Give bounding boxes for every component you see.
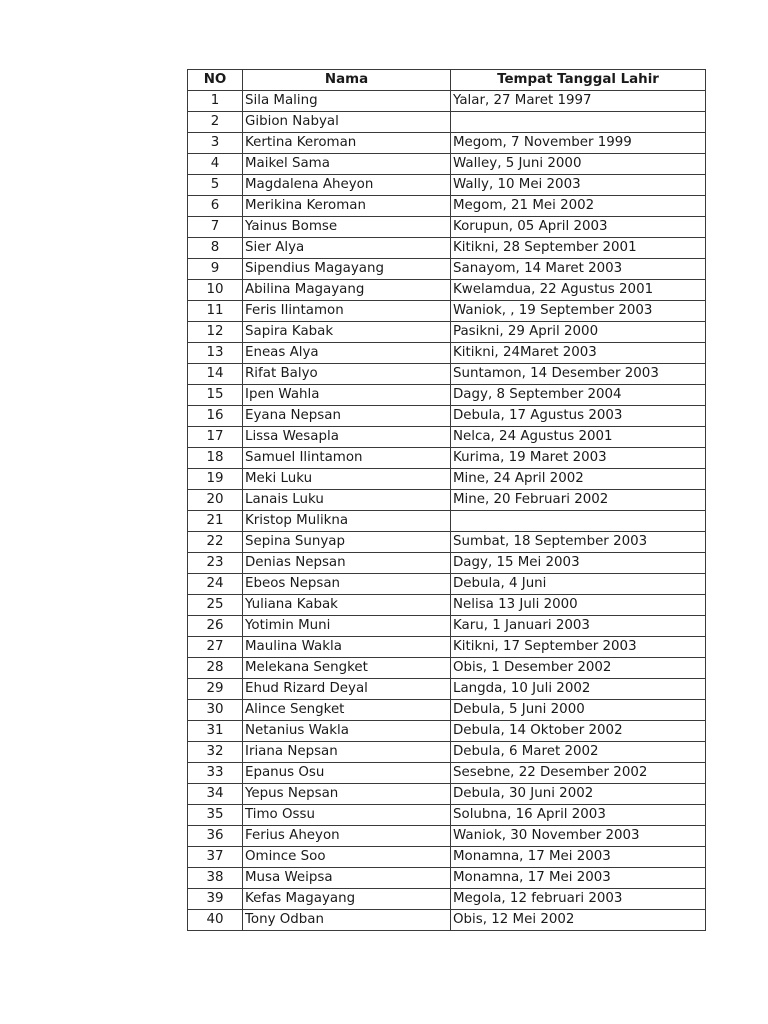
cell-ttl: Nelca, 24 Agustus 2001	[451, 427, 706, 448]
table-row	[188, 322, 706, 343]
cell-ttl: Megom, 21 Mei 2002	[451, 196, 706, 217]
cell-no: 18	[188, 448, 243, 469]
cell-nama: Ebeos Nepsan	[243, 574, 451, 595]
cell-nama: Sila Maling	[243, 91, 451, 112]
table-row	[188, 427, 706, 448]
cell-nama: Netanius Wakla	[243, 721, 451, 742]
student-table	[187, 69, 706, 931]
cell-nama: Kristop Mulikna	[243, 511, 451, 532]
cell-ttl: Walley, 5 Juni 2000	[451, 154, 706, 175]
cell-ttl: Waniok, 30 November 2003	[451, 826, 706, 847]
cell-no: 3	[188, 133, 243, 154]
cell-nama: Yepus Nepsan	[243, 784, 451, 805]
cell-nama: Sepina Sunyap	[243, 532, 451, 553]
cell-ttl: Yalar, 27 Maret 1997	[451, 91, 706, 112]
cell-ttl: Mine, 20 Februari 2002	[451, 490, 706, 511]
cell-ttl: Megom, 7 November 1999	[451, 133, 706, 154]
cell-nama: Ferius Aheyon	[243, 826, 451, 847]
cell-no: 7	[188, 217, 243, 238]
cell-no: 32	[188, 742, 243, 763]
cell-no: 15	[188, 385, 243, 406]
cell-ttl: Kitikni, 28 September 2001	[451, 238, 706, 259]
table-row	[188, 364, 706, 385]
cell-no: 30	[188, 700, 243, 721]
table-row	[188, 301, 706, 322]
cell-ttl: Sesebne, 22 Desember 2002	[451, 763, 706, 784]
cell-no: 23	[188, 553, 243, 574]
cell-nama: Denias Nepsan	[243, 553, 451, 574]
cell-no: 13	[188, 343, 243, 364]
cell-ttl	[451, 112, 706, 133]
cell-no: 8	[188, 238, 243, 259]
cell-nama: Eneas Alya	[243, 343, 451, 364]
cell-nama: Feris Ilintamon	[243, 301, 451, 322]
table-row	[188, 700, 706, 721]
table-row	[188, 217, 706, 238]
cell-no: 10	[188, 280, 243, 301]
cell-no: 26	[188, 616, 243, 637]
table-row	[188, 385, 706, 406]
cell-nama: Sipendius Magayang	[243, 259, 451, 280]
cell-ttl: Langda, 10 Juli 2002	[451, 679, 706, 700]
table-row	[188, 196, 706, 217]
cell-no: 37	[188, 847, 243, 868]
cell-no: 27	[188, 637, 243, 658]
table-row	[188, 280, 706, 301]
cell-no: 16	[188, 406, 243, 427]
table-row	[188, 154, 706, 175]
cell-ttl: Obis, 1 Desember 2002	[451, 658, 706, 679]
cell-no: 39	[188, 889, 243, 910]
cell-ttl: Monamna, 17 Mei 2003	[451, 847, 706, 868]
cell-no: 21	[188, 511, 243, 532]
cell-ttl: Korupun, 05 April 2003	[451, 217, 706, 238]
cell-ttl: Debula, 4 Juni	[451, 574, 706, 595]
cell-no: 35	[188, 805, 243, 826]
cell-no: 22	[188, 532, 243, 553]
cell-no: 28	[188, 658, 243, 679]
table-row	[188, 889, 706, 910]
cell-nama: Meki Luku	[243, 469, 451, 490]
cell-nama: Sier Alya	[243, 238, 451, 259]
cell-no: 40	[188, 910, 243, 931]
table-row	[188, 238, 706, 259]
cell-ttl: Wally, 10 Mei 2003	[451, 175, 706, 196]
cell-ttl: Kitikni, 17 September 2003	[451, 637, 706, 658]
table-row	[188, 511, 706, 532]
cell-no: 31	[188, 721, 243, 742]
cell-ttl: Obis, 12 Mei 2002	[451, 910, 706, 931]
cell-no: 24	[188, 574, 243, 595]
cell-no: 14	[188, 364, 243, 385]
cell-nama: Tony Odban	[243, 910, 451, 931]
cell-ttl: Kitikni, 24Maret 2003	[451, 343, 706, 364]
cell-no: 4	[188, 154, 243, 175]
table-row	[188, 490, 706, 511]
table-row	[188, 553, 706, 574]
header-nama: Nama	[243, 70, 451, 91]
cell-no: 25	[188, 595, 243, 616]
cell-ttl: Debula, 6 Maret 2002	[451, 742, 706, 763]
cell-ttl: Debula, 14 Oktober 2002	[451, 721, 706, 742]
cell-nama: Eyana Nepsan	[243, 406, 451, 427]
table-row	[188, 406, 706, 427]
cell-ttl: Kurima, 19 Maret 2003	[451, 448, 706, 469]
table-row	[188, 532, 706, 553]
cell-ttl: Debula, 30 Juni 2002	[451, 784, 706, 805]
cell-nama: Melekana Sengket	[243, 658, 451, 679]
cell-no: 5	[188, 175, 243, 196]
cell-ttl: Kwelamdua, 22 Agustus 2001	[451, 280, 706, 301]
cell-ttl: Megola, 12 februari 2003	[451, 889, 706, 910]
cell-nama: Musa Weipsa	[243, 868, 451, 889]
table-row	[188, 259, 706, 280]
cell-nama: Omince Soo	[243, 847, 451, 868]
cell-ttl: Mine, 24 April 2002	[451, 469, 706, 490]
cell-nama: Ipen Wahla	[243, 385, 451, 406]
table-row	[188, 679, 706, 700]
cell-ttl	[451, 511, 706, 532]
table-row	[188, 112, 706, 133]
table-row	[188, 175, 706, 196]
table-row	[188, 805, 706, 826]
header-no: NO	[188, 70, 243, 91]
cell-nama: Iriana Nepsan	[243, 742, 451, 763]
cell-ttl: Waniok, , 19 September 2003	[451, 301, 706, 322]
table-row	[188, 448, 706, 469]
cell-ttl: Debula, 17 Agustus 2003	[451, 406, 706, 427]
cell-nama: Alince Sengket	[243, 700, 451, 721]
cell-nama: Yuliana Kabak	[243, 595, 451, 616]
cell-ttl: Debula, 5 Juni 2000	[451, 700, 706, 721]
table-body	[188, 91, 706, 931]
cell-no: 34	[188, 784, 243, 805]
table-row	[188, 616, 706, 637]
cell-nama: Yotimin Muni	[243, 616, 451, 637]
cell-no: 1	[188, 91, 243, 112]
cell-ttl: Karu, 1 Januari 2003	[451, 616, 706, 637]
table-row	[188, 826, 706, 847]
cell-nama: Maikel Sama	[243, 154, 451, 175]
cell-ttl: Monamna, 17 Mei 2003	[451, 868, 706, 889]
cell-nama: Sapira Kabak	[243, 322, 451, 343]
table-row	[188, 469, 706, 490]
cell-nama: Lissa Wesapla	[243, 427, 451, 448]
cell-no: 38	[188, 868, 243, 889]
cell-nama: Kertina Keroman	[243, 133, 451, 154]
cell-nama: Magdalena Aheyon	[243, 175, 451, 196]
cell-nama: Lanais Luku	[243, 490, 451, 511]
cell-nama: Abilina Magayang	[243, 280, 451, 301]
table-row	[188, 637, 706, 658]
table-row	[188, 847, 706, 868]
cell-nama: Samuel Ilintamon	[243, 448, 451, 469]
cell-no: 29	[188, 679, 243, 700]
table-row	[188, 133, 706, 154]
cell-no: 11	[188, 301, 243, 322]
cell-ttl: Sanayom, 14 Maret 2003	[451, 259, 706, 280]
cell-no: 36	[188, 826, 243, 847]
cell-nama: Maulina Wakla	[243, 637, 451, 658]
table-row	[188, 91, 706, 112]
cell-no: 2	[188, 112, 243, 133]
cell-no: 17	[188, 427, 243, 448]
table-row	[188, 784, 706, 805]
table-row	[188, 763, 706, 784]
cell-nama: Timo Ossu	[243, 805, 451, 826]
cell-nama: Epanus Osu	[243, 763, 451, 784]
table-row	[188, 343, 706, 364]
cell-ttl: Nelisa 13 Juli 2000	[451, 595, 706, 616]
cell-ttl: Sumbat, 18 September 2003	[451, 532, 706, 553]
cell-ttl: Dagy, 8 September 2004	[451, 385, 706, 406]
table-row	[188, 595, 706, 616]
cell-no: 12	[188, 322, 243, 343]
table-row	[188, 721, 706, 742]
cell-no: 33	[188, 763, 243, 784]
header-ttl: Tempat Tanggal Lahir	[451, 70, 706, 91]
table-row	[188, 658, 706, 679]
table-row	[188, 910, 706, 931]
table-row	[188, 574, 706, 595]
cell-ttl: Suntamon, 14 Desember 2003	[451, 364, 706, 385]
cell-no: 9	[188, 259, 243, 280]
cell-nama: Rifat Balyo	[243, 364, 451, 385]
cell-nama: Ehud Rizard Deyal	[243, 679, 451, 700]
cell-nama: Yainus Bomse	[243, 217, 451, 238]
cell-nama: Kefas Magayang	[243, 889, 451, 910]
cell-no: 19	[188, 469, 243, 490]
cell-nama: Gibion Nabyal	[243, 112, 451, 133]
cell-ttl: Solubna, 16 April 2003	[451, 805, 706, 826]
cell-nama: Merikina Keroman	[243, 196, 451, 217]
cell-no: 6	[188, 196, 243, 217]
table-header-row	[188, 70, 706, 91]
cell-ttl: Dagy, 15 Mei 2003	[451, 553, 706, 574]
cell-no: 20	[188, 490, 243, 511]
table-row	[188, 742, 706, 763]
table-row	[188, 868, 706, 889]
cell-ttl: Pasikni, 29 April 2000	[451, 322, 706, 343]
